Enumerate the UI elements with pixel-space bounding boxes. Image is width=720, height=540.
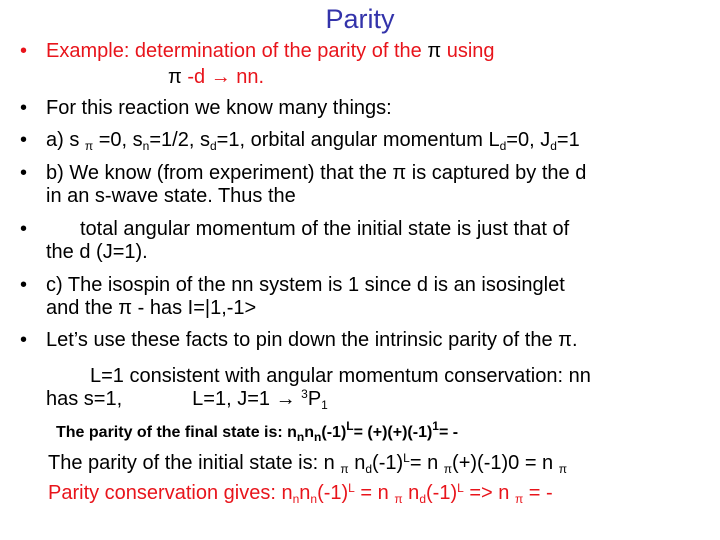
initial-state-parity: The parity of the initial state is: n $_\pi$ $n_d(-1)^L= n$ $_\pi$(+)(-1)0 = n $_\pi$ [48, 451, 568, 476]
l1-consistency-line-2: has s=1, L=1, $J=1 \to ^3P_1$ [46, 387, 328, 412]
capture-line-2: in an s-wave state. Thus the [46, 185, 296, 207]
bullet-marker: • [20, 40, 28, 62]
example-reaction: π -d → nn. [168, 66, 265, 88]
parity-conservation: Parity conservation gives: $n_nn_n(-1)^L = n$ $_\pi$ $n_d(-1)^L => n$ $_\pi$ = - [48, 481, 553, 506]
isospin-line-2: and the π - has I=|1,-1> [46, 297, 257, 319]
angular-momentum-line-2: the d (J=1). [46, 241, 148, 263]
slide-title: Parity [325, 4, 395, 34]
example-text: Example: determination of the parity of the π using [46, 40, 495, 62]
final-state-parity: The parity of the final state is: $n_nn_n(-1)^L= (+)(+)(-1)^1=$ - [56, 419, 459, 444]
l1-consistency: L=1 consistent with angular momentum conservation: nn [90, 365, 591, 387]
